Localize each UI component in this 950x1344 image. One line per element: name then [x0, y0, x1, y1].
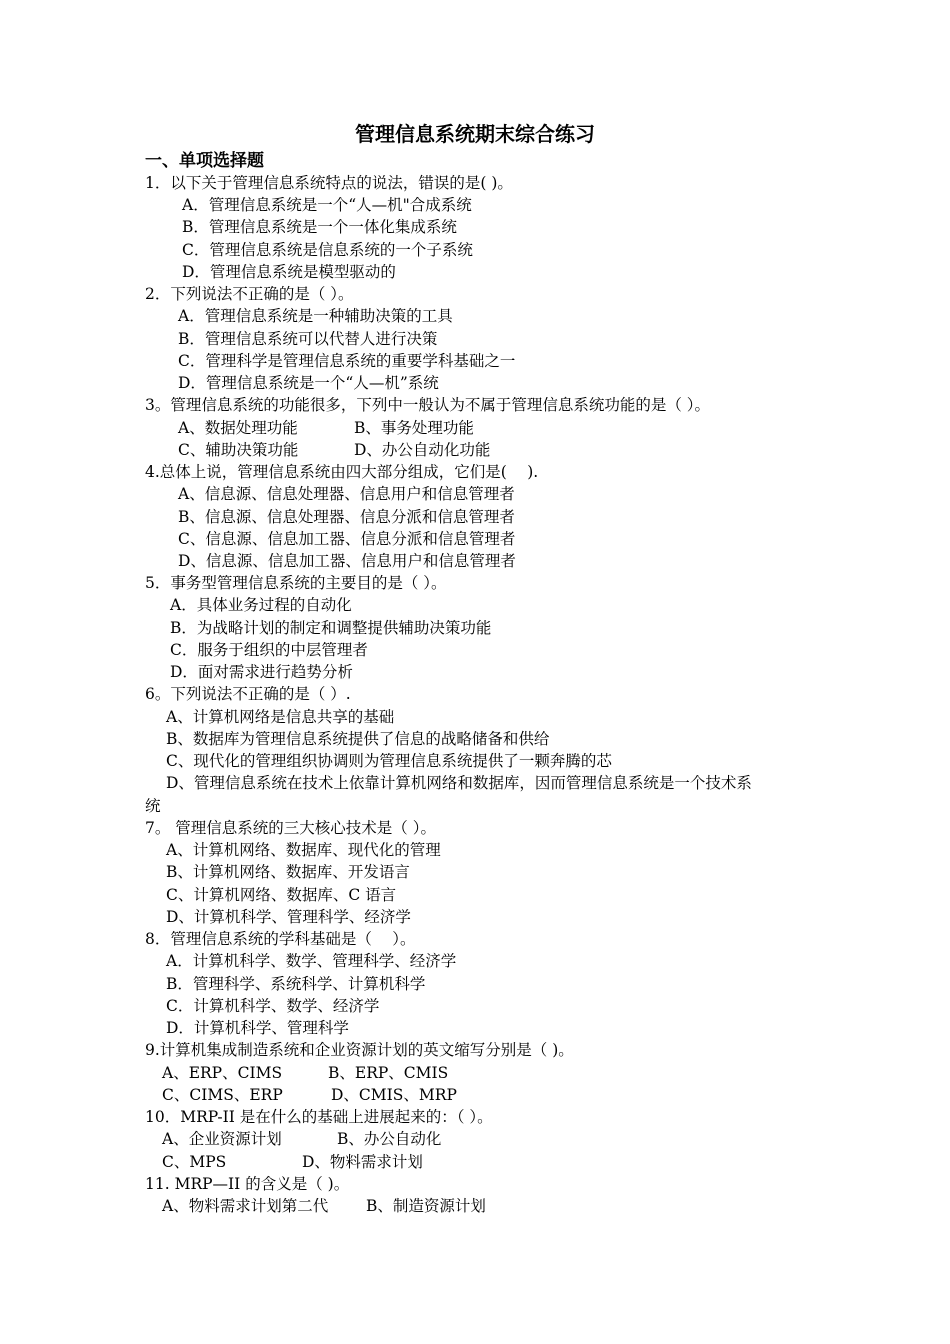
question-9-option-a: A、ERP、CIMS: [162, 1064, 283, 1082]
question-11-stem: 11. MRP—II 的含义是（ )。: [145, 1175, 350, 1193]
question-3-option-b: B、事务处理功能: [354, 419, 474, 437]
question-4-option-c: C、信息源、信息加工器、信息分派和信息管理者: [178, 530, 516, 548]
question-1-option-b: B．管理信息系统是一个一体化集成系统: [182, 218, 457, 236]
question-6-option-b: B、数据库为管理信息系统提供了信息的战略储备和供给: [166, 730, 550, 748]
question-8-stem: 8．管理信息系统的学科基础是（ ）。: [145, 930, 416, 948]
question-6-option-a: A、计算机网络是信息共享的基础: [166, 708, 395, 726]
document-title: 管理信息系统期末综合练习: [355, 122, 595, 146]
question-6-option-d: D、管理信息系统在技术上依靠计算机网络和数据库，因而管理信息系统是一个技术系: [166, 774, 752, 792]
question-1-stem: 1．以下关于管理信息系统特点的说法，错误的是( )。: [145, 174, 513, 192]
question-5-option-a: A．具体业务过程的自动化: [170, 596, 352, 614]
question-4-option-a: A、信息源、信息处理器、信息用户和信息管理者: [178, 485, 515, 503]
question-1-option-c: C．管理信息系统是信息系统的一个子系统: [182, 241, 473, 259]
question-11-option-b: B、制造资源计划: [366, 1197, 486, 1215]
question-9-option-d: D、CMIS、MRP: [331, 1086, 457, 1104]
question-8-option-c: C．计算机科学、数学、经济学: [166, 997, 380, 1015]
question-3-option-a: A、数据处理功能: [178, 419, 298, 437]
question-4-stem: 4.总体上说，管理信息系统由四大部分组成，它们是( ).: [145, 463, 539, 481]
question-3-stem: 3。管理信息系统的功能很多，下列中一般认为不属于管理信息系统功能的是（ ）。: [145, 396, 711, 414]
question-10-option-c: C、MPS: [162, 1153, 227, 1171]
question-7-option-a: A、计算机网络、数据库、现代化的管理: [166, 841, 441, 859]
question-7-option-b: B、计算机网络、数据库、开发语言: [166, 863, 410, 881]
question-10-option-a: A、企业资源计划: [162, 1130, 282, 1148]
question-5-option-b: B．为战略计划的制定和调整提供辅助决策功能: [170, 619, 492, 637]
question-8-option-d: D．计算机科学、管理科学: [166, 1019, 349, 1037]
question-5-option-c: C．服务于组织的中层管理者: [170, 641, 368, 659]
question-10-option-d: D、物料需求计划: [302, 1153, 423, 1171]
question-9-option-b: B、ERP、CMIS: [328, 1064, 449, 1082]
question-2-option-a: A．管理信息系统是一种辅助决策的工具: [178, 307, 453, 325]
question-11-option-a: A、物料需求计划第二代: [162, 1197, 329, 1215]
question-7-stem: 7。 管理信息系统的三大核心技术是（ ）。: [145, 819, 436, 837]
question-6-option-c: C、现代化的管理组织协调则为管理信息系统提供了一颗奔腾的芯: [166, 752, 612, 770]
question-8-option-a: A．计算机科学、数学、管理科学、经济学: [166, 952, 457, 970]
question-9-stem: 9.计算机集成制造系统和企业资源计划的英文缩写分别是（ )。: [145, 1041, 574, 1059]
question-10-option-b: B、办公自动化: [337, 1130, 442, 1148]
question-5-option-d: D．面对需求进行趋势分析: [170, 663, 353, 681]
question-3-option-d: D、办公自动化功能: [354, 441, 491, 459]
question-2-option-c: C．管理科学是管理信息系统的重要学科基础之一: [178, 352, 516, 370]
question-2-option-d: D．管理信息系统是一个“人—机”系统: [178, 374, 439, 392]
question-1-option-a: A．管理信息系统是一个“人—机"合成系统: [182, 196, 472, 214]
question-5-stem: 5．事务型管理信息系统的主要目的是（ ）。: [145, 574, 447, 592]
question-7-option-d: D、计算机科学、管理科学、经济学: [166, 908, 411, 926]
question-7-option-c: C、计算机网络、数据库、C 语言: [166, 886, 397, 904]
question-1-option-d: D．管理信息系统是模型驱动的: [182, 263, 396, 281]
question-2-stem: 2．下列说法不正确的是（ ）。: [145, 285, 354, 303]
question-9-option-c: C、CIMS、ERP: [162, 1086, 283, 1104]
section-heading: 一、单项选择题: [145, 151, 264, 171]
question-2-option-b: B．管理信息系统可以代替人进行决策: [178, 330, 438, 348]
question-10-stem: 10．MRP-II 是在什么的基础上进展起来的：（ ）。: [145, 1108, 493, 1126]
question-3-option-c: C、辅助决策功能: [178, 441, 299, 459]
question-4-option-d: D、信息源、信息加工器、信息用户和信息管理者: [178, 552, 516, 570]
question-8-option-b: B．管理科学、系统科学、计算机科学: [166, 975, 426, 993]
question-6-stem: 6。下列说法不正确的是（ ）.: [145, 685, 351, 703]
question-4-option-b: B、信息源、信息处理器、信息分派和信息管理者: [178, 508, 515, 526]
question-6-option-d-continued: 统: [145, 797, 161, 815]
